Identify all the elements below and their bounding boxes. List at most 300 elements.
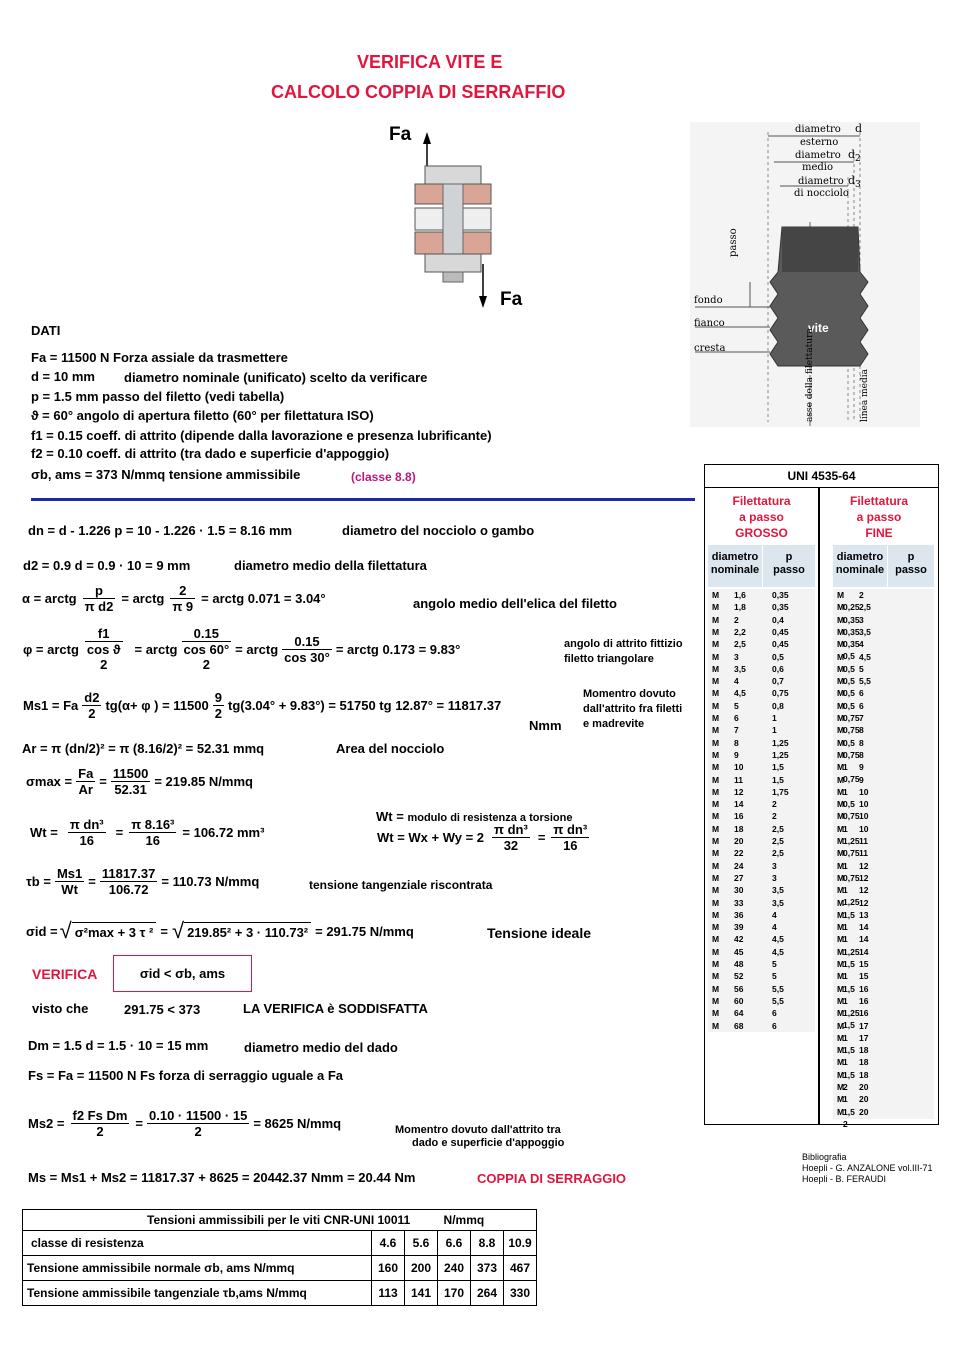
fine-row (837, 835, 934, 859)
calc-ms: Ms = Ms1 + Ms2 = 11817.37 + 8625 = 20442.37 Nmm = 20.44 Nm (28, 1170, 416, 1185)
fine-cell: 0,75 (843, 774, 860, 785)
grosso-cell: 4 (734, 676, 739, 687)
biblio-l2: Hoepli - B. FERAUDI (802, 1174, 887, 1184)
tens-classe-row (23, 1231, 537, 1256)
fine-cell: M (837, 725, 845, 736)
grosso-cell: 1,25 (772, 749, 789, 760)
grosso-cell: M (712, 971, 720, 982)
tau-lhs: τb = (26, 874, 51, 889)
tens-classe-label: classe di resistenza (23, 1231, 372, 1256)
fine-cell: 1 (843, 786, 848, 797)
grosso-cell: 3 (772, 872, 777, 883)
grosso-cell: M (712, 885, 720, 896)
grosso-cell: 68 (734, 1020, 744, 1031)
grosso-cell: M (712, 959, 720, 969)
fine-row (837, 1044, 934, 1068)
fine-cell: 1 (843, 823, 848, 834)
phi-frac3 (282, 634, 332, 665)
fine-cell: 18 (859, 1069, 869, 1080)
grosso-cell: 39 (734, 922, 744, 933)
grosso-cell: 6 (772, 1008, 777, 1019)
fine-cell: M (837, 602, 845, 613)
alpha-den1: π d2 (84, 599, 114, 614)
grosso-row (712, 835, 812, 847)
wt2-num1: π dn³ (494, 822, 528, 837)
fine-cell: M (837, 713, 845, 723)
grosso-cell: 2 (772, 811, 777, 822)
grosso-cell: 8 (734, 737, 739, 748)
grosso-cell: 48 (734, 959, 744, 969)
fine-cell: M (837, 823, 845, 834)
fine-cell: 10 (859, 811, 869, 822)
grosso-cell: 1,6 (734, 590, 746, 600)
grosso-cell: M (712, 676, 720, 687)
dati-f1: f1 = 0.15 coeff. di attrito (dipende dalla lavorazione e presenza lubrificante) (31, 428, 492, 443)
tens-classe-0: 4.6 (372, 1231, 405, 1256)
alpha-res: = arctg 0.071 = 3.04° (201, 591, 326, 606)
fine-cell: 18 (859, 1057, 869, 1068)
grosso-cell: M (712, 725, 720, 736)
grosso-cell: M (712, 823, 720, 834)
thread-fondo: fondo (694, 295, 723, 306)
calc-dm: Dm = 1.5 d = 1.5 · 10 = 15 mm (28, 1038, 209, 1053)
alpha-lhs: α = arctg (22, 591, 77, 606)
ms2-num2: 0.10 · 11500 · 15 (149, 1108, 248, 1123)
grosso-cell: 6 (734, 713, 739, 723)
dati-classe: (classe 8.8) (351, 470, 416, 484)
grosso-cell: 0,7 (772, 676, 784, 687)
grosso-cell: 45 (734, 946, 744, 957)
grosso-row (712, 749, 812, 761)
grosso-cell: 5,5 (772, 983, 784, 994)
ms2-res: = 8625 N/mmq (253, 1116, 342, 1131)
ms1-num1: d2 (84, 690, 100, 705)
tau-den1: Wt (61, 882, 78, 897)
g-p-1: p (785, 551, 793, 563)
fine-row (837, 1056, 934, 1080)
g-diam-2: nominale (710, 564, 760, 576)
fine-cell: M (837, 922, 845, 933)
grosso-cell: 33 (734, 897, 744, 908)
phi-res: = arctg 0.173 = 9.83° (335, 641, 461, 657)
grosso-cell: M (712, 651, 720, 662)
grosso-cell: M (712, 639, 720, 650)
grosso-row (712, 589, 812, 601)
smax-eq: = (99, 774, 107, 789)
ms1-mid: tg(α+ φ ) = 11500 (105, 698, 209, 713)
grosso-cell: M (712, 774, 720, 785)
fine-cell: M (837, 946, 845, 957)
fine-row (837, 712, 934, 736)
fine-cell: 1,5 (843, 1020, 855, 1031)
fine-row (837, 983, 934, 1006)
fine-cell: 1,25 (843, 946, 860, 957)
fine-cell: 1,25 (843, 897, 860, 908)
tensioni-table (22, 1209, 537, 1306)
phi-desc-2: filetto triangolare (564, 653, 654, 665)
grosso-cell: 18 (734, 823, 744, 834)
thread-vite: vite (808, 321, 829, 335)
phi-den1: cos ϑ (86, 642, 121, 657)
smax-num2: 11500 (112, 766, 149, 781)
smax-den2: 52.31 (114, 782, 147, 797)
ms2-eq: = (135, 1116, 143, 1131)
sqrt-icon-2: √ (171, 918, 185, 943)
grosso-cell: 10 (734, 762, 744, 773)
grosso-cell: M (712, 836, 720, 846)
fine-cell: 0,5 (843, 651, 855, 662)
fine-row (837, 651, 934, 674)
tau-frac2 (100, 866, 158, 897)
grosso-row (712, 761, 812, 773)
grosso-row (712, 983, 812, 995)
dati-p: p = 1.5 mm passo del filetto (vedi tabella) (31, 389, 285, 404)
grosso-cell: M (712, 909, 720, 920)
grosso-row (712, 687, 812, 699)
tens-classe-3: 8.8 (471, 1231, 504, 1256)
fine-cell: M (837, 860, 845, 871)
grosso-cell: 0,35 (772, 602, 789, 613)
fine-row (837, 1020, 934, 1043)
tens-tang-1: 141 (405, 1281, 438, 1306)
grosso-cell: M (712, 860, 720, 871)
fine-cell: 2,5 (859, 602, 871, 613)
thread-medio-a: diametro (795, 150, 841, 161)
smax-num1: Fa (78, 766, 94, 781)
fine-cell: 13 (859, 909, 869, 920)
fine-cell: 1,25 (843, 835, 860, 846)
fine-cell: 17 (859, 1020, 869, 1031)
thread-d2-text: d (848, 148, 856, 161)
fine-cell: M (837, 1082, 845, 1092)
calc-wt (30, 817, 264, 848)
sid-desc: Tensione ideale (487, 925, 591, 941)
fine-cell: M (837, 639, 845, 650)
fine-cell: M (837, 836, 845, 846)
tens-normale-4: 467 (504, 1256, 537, 1281)
fine-cell: M (837, 909, 845, 920)
fine-row (837, 933, 934, 957)
grosso-cell: 0,5 (772, 651, 784, 662)
grosso-cell: 2,5 (772, 836, 784, 846)
alpha-den2: π 9 (172, 599, 194, 614)
grosso-row (712, 724, 812, 736)
fine-row (837, 946, 934, 969)
grosso-row (712, 872, 812, 884)
grosso-cell: 64 (734, 1008, 744, 1019)
ms1-desc-2: dall'attrito fra filetti (583, 703, 683, 715)
grosso-cell: M (712, 1020, 720, 1031)
tau-num2: 11817.37 (101, 866, 156, 881)
calc-tau (26, 866, 259, 897)
grosso-cell: M (712, 1008, 720, 1019)
grosso-row (712, 712, 812, 724)
smax-res: = 219.85 N/mmq (154, 774, 253, 789)
calc-d2: d2 = 0.9 d = 0.9 · 10 = 9 mm (23, 558, 191, 573)
ms2-den2: 2 (194, 1124, 202, 1139)
alpha-num2: 2 (170, 583, 195, 599)
fine-cell: M (837, 626, 845, 637)
tens-tang-4: 330 (504, 1281, 537, 1306)
fine-cell: 3,5 (859, 626, 871, 637)
fine-row (837, 687, 934, 711)
fine-cell: 0,75 (843, 848, 860, 859)
ms1-frac2 (213, 690, 224, 721)
fine-row (837, 761, 934, 785)
thread-figure (690, 122, 920, 427)
calc-phi (23, 626, 460, 672)
ms2-lhs: Ms2 = (28, 1116, 65, 1131)
verifica-box: σid < σb, ams (113, 955, 252, 992)
fine-cell: 15 (859, 971, 869, 982)
fine-cell: 1,5 (843, 1106, 855, 1117)
wt-desc-b: modulo di resistenza a torsione (407, 812, 573, 824)
sid-rad1: σ²max + 3 τ ² (72, 922, 157, 940)
grosso-cell: 22 (734, 848, 744, 859)
grosso-cell: 3 (772, 860, 777, 871)
tens-normale-2: 240 (438, 1256, 471, 1281)
ms2-frac1 (71, 1108, 130, 1139)
tens-tang-0: 113 (372, 1281, 405, 1306)
thread-d3-label (848, 174, 861, 190)
tens-tang-2: 170 (438, 1281, 471, 1306)
wt-frac2 (129, 817, 176, 848)
title-line-1: VERIFICA VITE E (357, 52, 503, 72)
fine-cell: M (837, 1045, 845, 1056)
calc-dn: dn = d - 1.226 p = 10 - 1.226 · 1.5 = 8.16 mm (28, 523, 293, 538)
tens-normale-label: Tensione ammissibile normale σb, ams N/mmq (23, 1256, 372, 1281)
grosso-cell: M (712, 872, 720, 883)
fine-cell: 6 (859, 688, 864, 699)
fine-row (837, 921, 934, 945)
calc-dn-desc: diametro del nocciolo o gambo (342, 523, 535, 538)
fine-cell: M (837, 983, 845, 994)
wt2-den2: 16 (563, 838, 578, 853)
fine-cell: 4 (859, 639, 864, 650)
alpha-frac2 (170, 583, 195, 614)
grosso-h1: Filettatura (732, 494, 791, 508)
fine-row (837, 589, 934, 613)
fine-cell: 1,5 (843, 983, 855, 994)
fine-cell: 2 (859, 590, 864, 600)
grosso-cell: 36 (734, 909, 744, 920)
dati-sigma: σb, ams = 373 N/mmq tensione ammissibile (31, 467, 301, 482)
fine-row (837, 958, 934, 982)
sid-eq: = (160, 923, 168, 939)
phi-frac1 (85, 626, 123, 672)
phi-eq: = arctg (134, 641, 178, 657)
fine-cell: 1 (843, 885, 848, 896)
grosso-cell: 3,5 (772, 897, 784, 908)
grosso-col-p (763, 545, 815, 587)
grosso-h3: GROSSO (735, 526, 788, 540)
fine-cell: 0,75 (843, 872, 860, 883)
phi-num3: 0.15 (282, 634, 332, 650)
fine-cell: 5,5 (859, 676, 871, 687)
tens-title-row (23, 1210, 537, 1231)
fine-cell: 1 (843, 1032, 848, 1043)
thread-d2-sub: 2 (855, 154, 861, 165)
tens-tang-label: Tensione ammissibile tangenziale τb,ams N/mmq (23, 1281, 372, 1306)
fine-cell: 17 (859, 1032, 869, 1043)
fine-cell: 12 (859, 860, 869, 871)
ms1-den1: 2 (88, 706, 96, 721)
alpha-desc: angolo medio dell'elica del filetto (413, 596, 617, 611)
calc-sid (26, 918, 414, 944)
tens-classe-4: 10.9 (504, 1231, 537, 1256)
sid-rad2: 219.85² + 3 · 110.73² (184, 922, 311, 940)
wt-num2: π 8.16³ (131, 817, 175, 832)
grosso-cell: 14 (734, 799, 744, 810)
biblio-l1: Hoepli - G. ANZALONE vol.III-71 (802, 1163, 933, 1173)
phi-lhs: φ = arctg (23, 641, 79, 657)
ms2-desc-1: Momentro dovuto dall'attrito tra (395, 1124, 561, 1136)
fine-h1: Filettatura (849, 494, 908, 508)
fine-cell: M (837, 590, 845, 600)
ms-desc: COPPIA DI SERRAGGIO (477, 1171, 627, 1186)
fine-cell: 20 (859, 1106, 869, 1117)
fine-row (837, 810, 934, 834)
fine-cell: 1 (843, 934, 848, 945)
fine-cell: M (837, 614, 845, 625)
fine-cell: 11 (859, 848, 868, 859)
tens-normale-3: 373 (471, 1256, 504, 1281)
biblio-title: Bibliografia (802, 1152, 847, 1162)
grosso-cell: M (712, 737, 720, 748)
smax-lhs: σmax = (26, 774, 73, 789)
wt-den2: 16 (145, 833, 161, 848)
phi-den2: cos 60° (183, 642, 230, 657)
grosso-header (705, 493, 818, 541)
grosso-row (712, 847, 812, 859)
phi-desc-1: angolo di attrito fittizio (564, 638, 683, 650)
thread-nocciolo-b: di nocciolo (794, 188, 849, 199)
fine-row (837, 1081, 934, 1105)
grosso-cell: 4,5 (734, 688, 746, 699)
fine-cell: 9 (859, 762, 864, 773)
fine-cell: M (837, 737, 845, 748)
grosso-cell: 1 (772, 713, 777, 723)
phi-num2: 0.15 (182, 626, 232, 642)
fine-cell: 12 (859, 872, 869, 883)
grosso-cell: M (712, 811, 720, 822)
grosso-cell: M (712, 848, 720, 859)
f-diam-2: nominale (835, 564, 885, 576)
fine-cell: 0,75 (843, 725, 860, 736)
fine-cell: M (837, 995, 845, 1006)
fine-cell: 1 (843, 1094, 848, 1105)
wt2-num2: π dn³ (553, 822, 588, 837)
fine-cell: 0,5 (843, 737, 855, 748)
wt-den1: 16 (79, 833, 94, 848)
grosso-cell: 9 (734, 749, 739, 760)
grosso-cell: M (712, 688, 720, 699)
tau-den2: 106.72 (108, 882, 149, 897)
fine-h3: FINE (865, 526, 893, 540)
grosso-cell: M (712, 663, 720, 674)
uni-title: UNI 4535-64 (705, 465, 938, 488)
fine-cell: 15 (859, 959, 869, 969)
fine-cell: M (837, 1008, 845, 1019)
tau-num1: Ms1 (56, 866, 83, 881)
calc-ms2 (28, 1108, 341, 1139)
fine-cell: M (837, 749, 845, 760)
wt-res: = 106.72 mm³ (182, 825, 265, 840)
fine-cell: 4,5 (859, 651, 871, 662)
phi-den2b: 2 (202, 657, 210, 672)
uni-col-divider (818, 488, 820, 1124)
grosso-cell: 0,45 (772, 639, 789, 650)
fine-cell: 0,5 (843, 700, 855, 711)
grosso-row (712, 651, 812, 663)
wt2-eq: = (537, 830, 546, 845)
visto-res: LA VERIFICA è SODDISFATTA (243, 1001, 428, 1016)
thread-nocciolo-a: diametro (798, 176, 844, 187)
grosso-row (712, 786, 812, 798)
fine-cell: 16 (859, 1008, 869, 1019)
ar-desc: Area del nocciolo (336, 741, 445, 756)
fine-cell: M (837, 663, 845, 674)
divider (31, 498, 695, 501)
grosso-row (712, 810, 812, 822)
grosso-col-diam (708, 545, 762, 587)
smax-den1: Ar (78, 782, 93, 797)
f-p-1: p (907, 551, 915, 563)
grosso-cell: 20 (734, 836, 744, 846)
tens-normale-0: 160 (372, 1256, 405, 1281)
thread-cresta: cresta (694, 343, 726, 354)
fine-cell: 1,25 (843, 1008, 860, 1019)
grosso-cell: 5,5 (772, 995, 784, 1006)
grosso-cell: M (712, 626, 720, 637)
phi-den3: cos 30° (284, 649, 330, 665)
fine-cell: 0,5 (843, 799, 855, 810)
grosso-row (712, 663, 812, 675)
grosso-cell: 7 (734, 725, 739, 736)
grosso-cell: 12 (734, 786, 744, 797)
fine-cell: M (837, 1057, 845, 1068)
grosso-cell: 42 (734, 934, 744, 945)
fine-row (837, 724, 934, 748)
grosso-cell: 1,75 (772, 786, 789, 797)
alpha-num1: p (83, 583, 116, 599)
thread-asse: asse della filettatura (805, 328, 815, 422)
calc-fs: Fs = Fa = 11500 N Fs forza di serraggio uguale a Fa (28, 1068, 344, 1083)
tens-title-cell (23, 1210, 537, 1231)
fine-cell: 10 (859, 799, 869, 810)
phi-num1: f1 (85, 626, 123, 642)
fine-cell: M (837, 762, 845, 773)
fine-cell: M (837, 700, 845, 711)
fa-top-label: Fa (389, 124, 412, 145)
grosso-cell: 0,6 (772, 663, 784, 674)
fine-row (837, 700, 934, 723)
fine-row (837, 786, 934, 810)
grosso-cell: 1 (772, 725, 777, 736)
grosso-cell: 2,5 (772, 848, 784, 859)
fine-cell: 0,35 (843, 614, 860, 625)
grosso-cell: 56 (734, 983, 744, 994)
thread-esterno-label: esterno (800, 137, 839, 148)
verifica-label: VERIFICA (32, 966, 98, 982)
fine-row (837, 1106, 934, 1129)
tens-tang-row (23, 1281, 537, 1306)
grosso-cell: M (712, 995, 720, 1006)
grosso-cell: M (712, 590, 720, 600)
f-p-2: passo (895, 564, 927, 576)
grosso-cell: 2 (772, 799, 777, 810)
ms1-desc-3: e madrevite (583, 718, 645, 730)
